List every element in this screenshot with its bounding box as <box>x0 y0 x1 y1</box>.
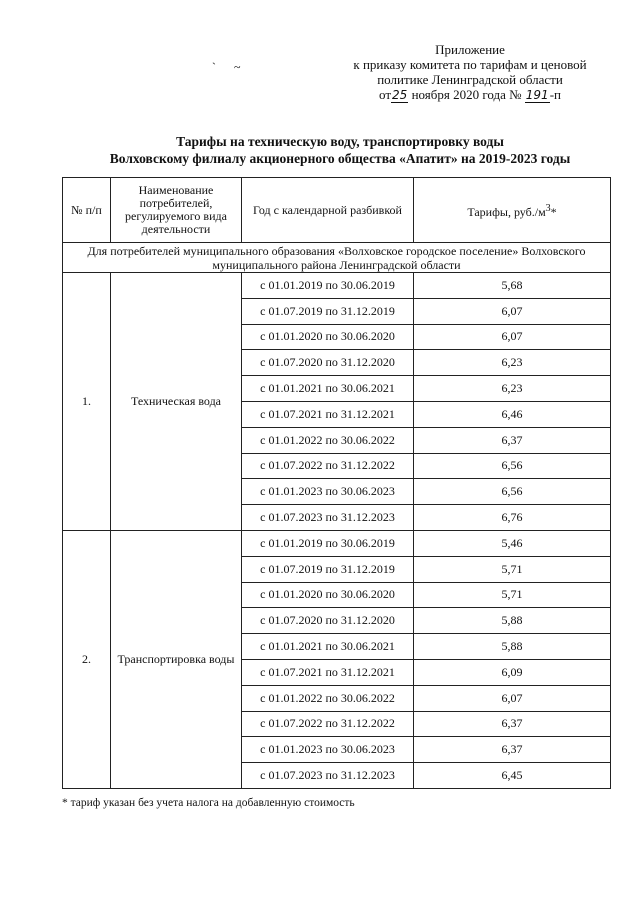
row-number-cell: 1. <box>63 273 111 531</box>
period-cell: с 01.07.2023 по 31.12.2023 <box>242 505 414 531</box>
period-cell: с 01.07.2022 по 31.12.2022 <box>242 453 414 479</box>
tariff-value-cell: 6,45 <box>414 763 611 789</box>
period-cell: с 01.07.2020 по 31.12.2020 <box>242 350 414 376</box>
period-cell: с 01.07.2021 по 31.12.2021 <box>242 659 414 685</box>
period-cell: с 01.01.2021 по 30.06.2021 <box>242 376 414 402</box>
table-header-row <box>63 178 611 243</box>
period-cell: с 01.01.2022 по 30.06.2022 <box>242 427 414 453</box>
period-cell: с 01.07.2022 по 31.12.2022 <box>242 711 414 737</box>
tariff-value-cell: 5,68 <box>414 273 611 299</box>
column-header-number: № п/п <box>63 178 111 243</box>
period-cell: с 01.01.2022 по 30.06.2022 <box>242 685 414 711</box>
title-line-1: Тарифы на техническую воду, транспортировку воды <box>176 134 504 149</box>
consumer-group-label: Для потребителей муниципального образования «Волховское городское поселение» Волховского муниципального района Ленинградской области <box>63 243 611 273</box>
tariff-value-cell: 6,56 <box>414 453 611 479</box>
column-header-name: Наименование потребителей, регулируемого вида деятельности <box>111 178 242 243</box>
period-cell: с 01.07.2021 по 31.12.2021 <box>242 401 414 427</box>
tariff-value-cell: 6,37 <box>414 427 611 453</box>
tariff-value-cell: 6,37 <box>414 737 611 763</box>
table-row <box>63 530 611 556</box>
tariff-value-cell: 5,71 <box>414 556 611 582</box>
activity-name-cell: Техническая вода <box>111 273 242 531</box>
tariff-value-cell: 5,46 <box>414 530 611 556</box>
tariff-value-cell: 6,23 <box>414 350 611 376</box>
tariff-value-cell: 6,07 <box>414 685 611 711</box>
tariff-value-cell: 6,46 <box>414 401 611 427</box>
period-cell: с 01.07.2020 по 31.12.2020 <box>242 608 414 634</box>
period-cell: с 01.01.2023 по 30.06.2023 <box>242 737 414 763</box>
order-reference-line: к приказу комитета по тарифам и ценовой <box>353 57 587 72</box>
period-cell: с 01.01.2023 по 30.06.2023 <box>242 479 414 505</box>
period-cell: с 01.07.2019 по 31.12.2019 <box>242 556 414 582</box>
tariff-value-cell: 6,09 <box>414 659 611 685</box>
order-date-line: от25 ноября 2020 года № 191-п <box>379 87 561 102</box>
footnote: * тариф указан без учета налога на добавленную стоимость <box>62 797 355 809</box>
committee-name-line: политике Ленинградской области <box>377 72 563 87</box>
period-cell: с 01.01.2020 по 30.06.2020 <box>242 582 414 608</box>
scan-mark: ~ <box>234 60 241 74</box>
tariff-value-cell: 5,88 <box>414 608 611 634</box>
tariff-value-cell: 6,56 <box>414 479 611 505</box>
tariff-value-cell: 6,37 <box>414 711 611 737</box>
row-number-cell: 2. <box>63 530 111 788</box>
activity-name-cell: Транспортировка воды <box>111 530 242 788</box>
tariff-value-cell: 6,23 <box>414 376 611 402</box>
period-cell: с 01.07.2023 по 31.12.2023 <box>242 763 414 789</box>
period-cell: с 01.01.2019 по 30.06.2019 <box>242 273 414 299</box>
period-cell: с 01.01.2021 по 30.06.2021 <box>242 634 414 660</box>
approval-header <box>340 42 600 103</box>
period-cell: с 01.01.2020 по 30.06.2020 <box>242 324 414 350</box>
period-cell: с 01.07.2019 по 31.12.2019 <box>242 298 414 324</box>
tariff-value-cell: 6,07 <box>414 298 611 324</box>
table-row <box>63 273 611 299</box>
column-header-period: Год с календарной разбивкой <box>242 178 414 243</box>
appendix-label: Приложение <box>435 42 505 57</box>
tariff-value-cell: 5,71 <box>414 582 611 608</box>
tariff-value-cell: 5,88 <box>414 634 611 660</box>
tariff-value-cell: 6,76 <box>414 505 611 531</box>
scan-mark: ` <box>212 60 216 74</box>
tariff-table <box>62 177 611 789</box>
handwritten-order-number: 191 <box>525 88 549 102</box>
period-cell: с 01.01.2019 по 30.06.2019 <box>242 530 414 556</box>
document-title <box>60 133 620 167</box>
column-header-tariff: Тарифы, $руб./м^3*$ <box>414 178 611 243</box>
tariff-value-cell: 6,07 <box>414 324 611 350</box>
table-subheader-row <box>63 243 611 273</box>
handwritten-day: 25 <box>392 88 408 102</box>
title-line-2: Волховскому филиалу акционерного общества «Апатит» на 2019-2023 годы <box>109 151 571 166</box>
